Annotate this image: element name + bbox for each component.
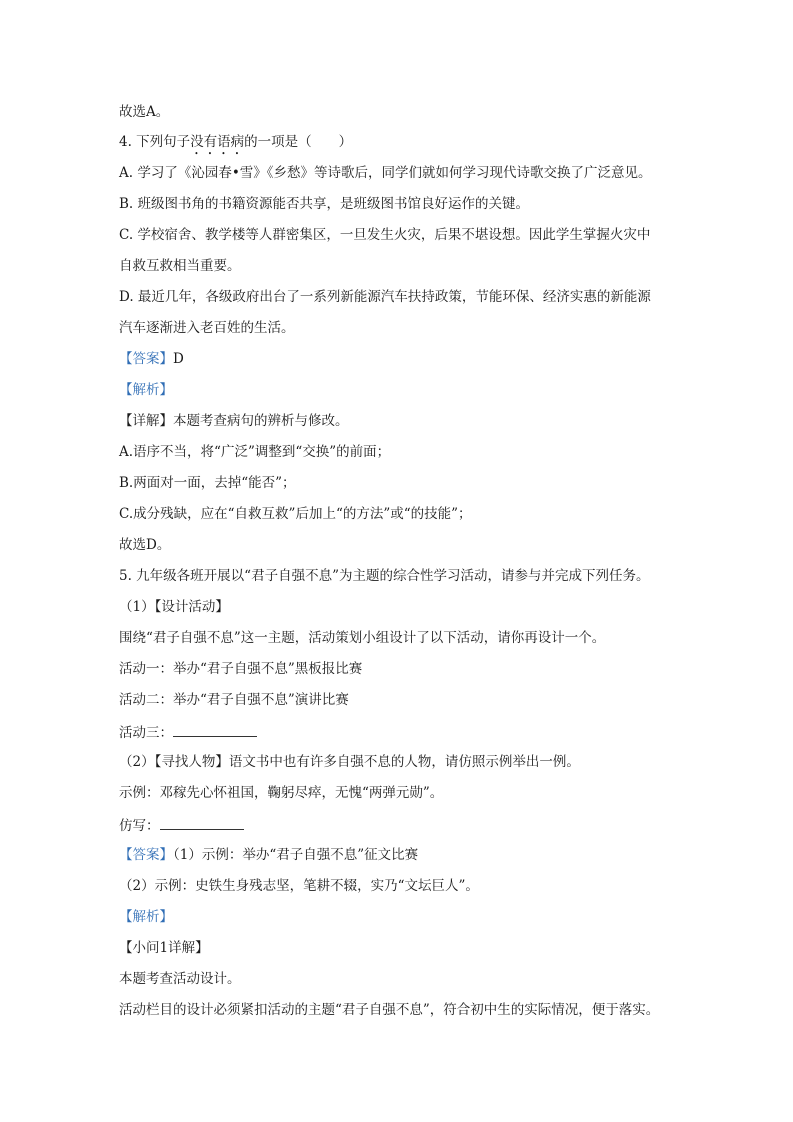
text-line: C.成分残缺，应在“自救互救”后加上“的方法”或“的技能”；: [119, 506, 472, 522]
text-line: 活动二：举办“君子自强不息”演讲比赛: [119, 692, 349, 708]
text-line: 故选D。: [119, 537, 171, 553]
option-c: C. 学校宿舍、教学楼等人群密集区，一旦发生火灾，后果不堪设想。因此学生掌握火灾中: [119, 227, 651, 243]
analysis-tag: 【解析】: [119, 909, 173, 925]
emphasized-text: 没有语病: [190, 134, 245, 150]
answer-line: [119, 846, 418, 864]
answer-blank: [173, 722, 257, 737]
text-line: 故选A。: [119, 104, 170, 120]
detail-line: 【详解】本题考查病句的辨析与修改。: [119, 413, 349, 429]
option-d: D. 最近几年，各级政府出台了一系列新能源汽车扶持政策，节能环保、经济实惠的新能源: [119, 289, 651, 305]
answer-blank: [160, 815, 244, 830]
answer-line: [119, 350, 184, 368]
answer-value: D: [173, 351, 184, 367]
text-span: 的一项是（ ）: [244, 134, 353, 150]
text-span: 活动三：: [119, 725, 173, 741]
subquestion-2: （2）【寻找人物】语文书中也有许多自强不息的人物，请仿照示例举出一例。: [119, 754, 580, 770]
text-line: 围绕“君子自强不息”这一主题，活动策划小组设计了以下活动，请你再设计一个。: [119, 630, 606, 646]
analysis-tag: 【解析】: [119, 382, 173, 398]
option-a: A. 学习了《沁园春•雪》《乡愁》等诗歌后，同学们就如何学习现代诗歌交换了广泛意见。: [119, 165, 652, 181]
text-line: B.两面对一面，去掉“能否”；: [119, 475, 296, 491]
text-line: 活动一：举办“君子自强不息”黑板报比赛: [119, 661, 363, 677]
answer-tag: 【答案】: [119, 847, 173, 863]
question-4-stem: [119, 133, 352, 158]
question-5-stem: 5. 九年级各班开展以“君子自强不息”为主题的综合性学习活动，请参与并完成下列任务。: [119, 568, 650, 584]
imitation-line: [119, 815, 244, 835]
activity-3-line: [119, 722, 257, 742]
text-line: 示例：邓稼先心怀祖国，鞠躬尽瘁，无愧“两弹元勋”。: [119, 785, 444, 801]
text-line: （2）示例：史铁生身残志坚，笔耕不辍，实乃“文坛巨人”。: [119, 878, 479, 894]
answer-tag: 【答案】: [119, 351, 173, 367]
subquestion-detail-heading: 【小问1详解】: [119, 940, 209, 956]
subquestion-1: （1）【设计活动】: [119, 599, 229, 615]
text-line: A.语序不当，将“广泛”调整到“交换”的前面；: [119, 444, 391, 460]
text-span: 4. 下列句子: [119, 134, 191, 150]
option-d-cont: 汽车逐渐进入老百姓的生活。: [119, 320, 295, 336]
text-line: 本题考查活动设计。: [119, 971, 241, 987]
text-line: 活动栏目的设计必须紧扣活动的主题“君子自强不息”，符合初中生的实际情况，便于落实。: [119, 1002, 660, 1018]
option-c-cont: 自救互救相当重要。: [119, 258, 241, 274]
option-b: B. 班级图书角的书籍资源能否共享，是班级图书馆良好运作的关键。: [119, 196, 530, 212]
text-span: 仿写：: [119, 818, 160, 834]
answer-value: （1）示例：举办“君子自强不息”征文比赛: [173, 847, 419, 863]
